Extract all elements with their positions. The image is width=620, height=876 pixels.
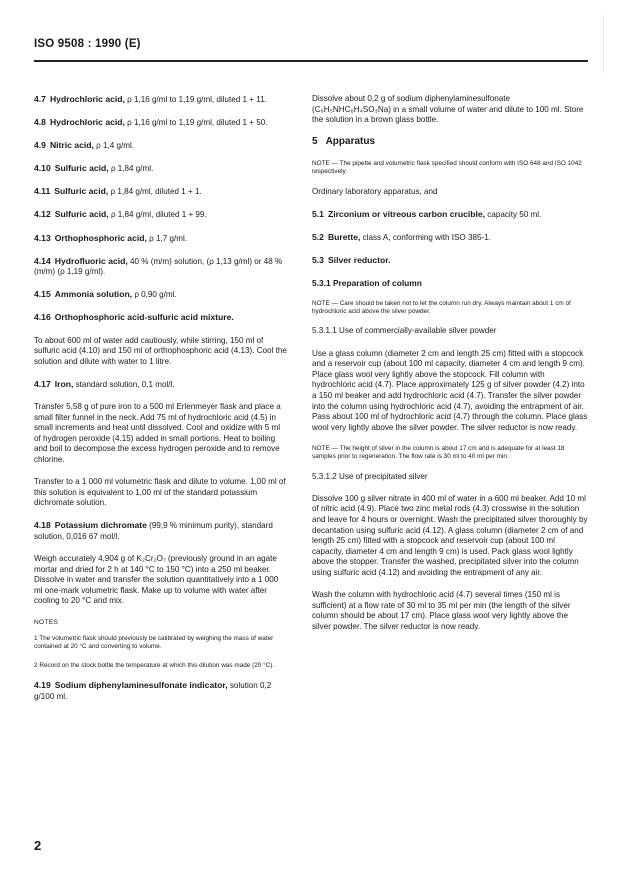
clause-text: ρ 0,90 g/ml. [132,290,177,300]
clause-text: ρ 1,16 g/ml to 1,19 g/ml, diluted 1 + 11. [124,95,267,104]
clause-4-11 [34,186,288,198]
clause-4-18 [34,520,288,542]
clause-4-15 [34,289,288,301]
clause-title: Potassium dichromate [54,520,147,531]
clause-number: 4.12 [34,209,51,220]
section-heading [312,137,588,148]
clause-number: 4.10 [34,163,51,174]
clause-number: 4.14 [34,255,51,266]
note: 1 The volumetric flask should previously be calibrated by weighing the mass of water contained at 20 °C and converting to volume. [34,635,274,651]
clause-number: 4.7 [34,94,46,104]
clause-4-19 [34,680,288,702]
subclause-heading: 5.3.1.2 Use of precipitated silver [312,471,428,481]
paragraph: Ordinary laboratory apparatus, and [312,186,438,196]
clause-text: ρ 1,16 g/ml to 1,19 g/ml, diluted 1 + 50. [124,118,268,128]
page-header: ISO 9508 : 1990 (E) [34,38,141,50]
right-column [312,94,588,644]
clause-4-9 [34,140,288,152]
clause-text: ρ 1,84 g/ml. [108,164,154,174]
clause-number: 4.16 [34,312,51,323]
paragraph: Use a glass column (diameter 2 cm and length 25 cm) fitted with a stopcock and a reservoir cup (about 100 ml capacity, diameter 4 cm and length 9 cm). Place glass wool very lightly above the stopcock. Fill column with hydrochloric acid (4.7). Place approximately 125 g of silver powder (4.2) into a 150 ml beaker and add hydrochloric acid (4.7). Transfer the silver powder into the column using hydrochloric acid (4.7), avoiding the entrapment of air. Pass about 100 ml of hydrochloric acid (4.7) through the column. Place glass wool very lightly above the silver powder. The silver reductor is now ready. [312,348,588,432]
clause-number: 4.15 [34,289,51,300]
clause-number: 5.3 [312,254,324,265]
left-column [34,94,288,714]
subclause-heading: 5.3.1.1 Use of commercially-available silver powder [312,326,497,336]
clause-title: Orthophosphoric acid, [54,232,147,243]
note: NOTE — Care should be taken not to let the column run dry. Always maintain about 1 cm of hydrochloric acid above the silver powder. [312,299,571,316]
paragraph: Dissolve about 0,2 g of sodium diphenylaminesulfonate (C₆H₅NHC₆H₄SO₃Na) in a small volume of water and dilute to 100 ml. Store the solution in a brown glass bottle. [312,94,584,125]
clause-number: 5.1 [312,208,324,219]
clause-title: Burette, [327,231,361,242]
clause-number: 4.8 [34,117,46,128]
paragraph: Transfer to a 1 000 ml volumetric flask and dilute to volume. 1,00 ml of this solution is equivalent to 1,00 ml of the standard potassium dichromate solution. [34,476,286,508]
paragraph: Wash the column with hydrochloric acid (4.7) several times (150 ml is sufficient) at a flow rate of 30 ml to 35 ml per min (the length of the silver column should be about 17 cm). Place glass wool very lightly above the silver powder. The silver reductor is now ready. [312,589,571,631]
clause-title: Zirconium or vitreous carbon crucible, [327,208,486,219]
clause-number: 4.13 [34,232,51,243]
note: NOTE — The pipette and volumetric flask specified should conform with ISO 648 and ISO 1042 respectively. [312,159,582,176]
clause-number: 4.9 [34,140,46,151]
paragraph: Weigh accurately 4,904 g of K₂Cr₂O₇ (previously ground in an agate mortar and dried for 2 h at 140 °C to 150 °C) into a 250 ml beaker. Dissolve in water and transfer the solution quantitatively into a 1 000 ml one-mark volumetric flask. Make up to volume with water after cooling to 20 °C and mix. [34,553,279,606]
clause-title: Sulfuric acid, [54,163,109,174]
clause-title: Hydrofluoric acid, [54,255,128,266]
clause-text: class A, conforming with ISO 385-1. [360,232,491,242]
clause-text: 40 % (m/m) solution, (ρ 1,13 g/ml) or 48 % (m/m) (ρ 1,19 g/ml). [34,256,283,277]
clause-title: Orthophosphoric acid-sulfuric acid mixture. [54,312,234,323]
clause-5-2 [312,232,588,244]
clause-text: standard solution, 0,1 mol/l. [73,379,175,389]
clause-text: capacity 50 ml. [485,209,542,219]
clause-4-14 [34,256,288,278]
clause-text: solution 0,2 g/100 ml. [34,681,272,701]
clause-title: Nitric acid, [49,140,94,151]
clause-title: Hydrochloric acid, [49,94,125,104]
clause-4-17 [34,379,288,391]
note: 2 Record on the stock bottle the temperature at which this dilution was made (20 °C). [34,661,275,669]
clause-title: Hydrochloric acid, [49,117,125,128]
clause-title: Iron, [54,378,74,389]
clause-5-1 [312,209,588,221]
clause-text: ρ 1,84 g/ml, diluted 1 + 1. [108,187,202,197]
clause-text: ρ 1,4 g/ml. [93,141,135,151]
clause-number: 4.19 [34,680,51,691]
clause-title: Sulfuric acid, [54,209,109,220]
clause-title: Sodium diphenylaminesulfonate indicator, [54,680,228,691]
clause-number: 4.11 [34,186,51,197]
clause-title: Silver reductor. [327,254,391,265]
clause-title: Sulfuric acid, [54,186,109,197]
clause-title: Ammonia solution, [54,289,133,300]
clause-5-3 [312,255,588,267]
clause-number: 4.17 [34,378,51,389]
paragraph: Dissolve 100 g silver nitrate in 400 ml of water in a 600 ml beaker. Add 10 ml of nitric acid (4.9). Place two zinc metal rods (4.3) crosswise in the solution and leave for 4 hours or overnight. Wash the precipitated silver thoroughly by decantation using sulfuric acid (4.12). A glass column (diameter 2 cm of and length 25 cm) fitted with a stopcock and reservoir cup (about 100 ml capacity, diameter 4 cm and length 9 cm) is used. Pack glass wool lightly above the stopper. Transfer the washed, precipitated silver into the column using sulfuric acid (4.12) and avoiding the entrapment of any air. [312,493,588,577]
clause-4-8 [34,117,288,129]
section-title: Apparatus [325,136,376,148]
clause-number: 4.18 [34,520,51,531]
paragraph: Transfer 5,58 g of pure iron to a 500 ml Erlenmeyer flask and place a small filter funnel in the neck. Add 75 ml of hydrochloric acid (4.5) in small increments and heat until dissolved. Cool and oxidize with 5 ml of hydrogen peroxide (4.15) added in small portions. Heat to boiling and boil to decompose the excess hydrogen peroxide and to remove chlorine. [34,401,281,464]
header-rule [34,60,588,62]
subclause-heading: 5.3.1 Preparation of column [312,278,422,289]
paragraph: To about 600 ml of water add cautiously, while stirring, 150 ml of sulfuric acid (4.10) and 150 ml of orthophosphoric acid (4.13). Cool the solution and dilute with water to 1 litre. [34,335,287,366]
note: NOTE — The height of silver in the column is about 17 cm and is adequate for at least 18 samples prior to regeneration. The flow rate is 30 ml to 40 ml per min. [312,444,565,461]
clause-4-7 [34,94,288,106]
clause-text: ρ 1,7 g/ml. [146,233,188,243]
notes-heading: NOTES [34,619,59,627]
page-number: 2 [34,838,42,853]
clause-4-13 [34,233,288,245]
page-edge-mark [603,14,604,74]
clause-number: 5.2 [312,231,324,242]
section-number: 5 [312,136,318,148]
clause-4-10 [34,163,288,175]
clause-4-12 [34,209,288,221]
clause-text: (99,9 % minimum purity), standard solution, 0,016 67 mol/l. [34,521,273,541]
clause-text: ρ 1,84 g/ml, diluted 1 + 99. [108,210,207,220]
clause-4-16 [34,312,288,324]
